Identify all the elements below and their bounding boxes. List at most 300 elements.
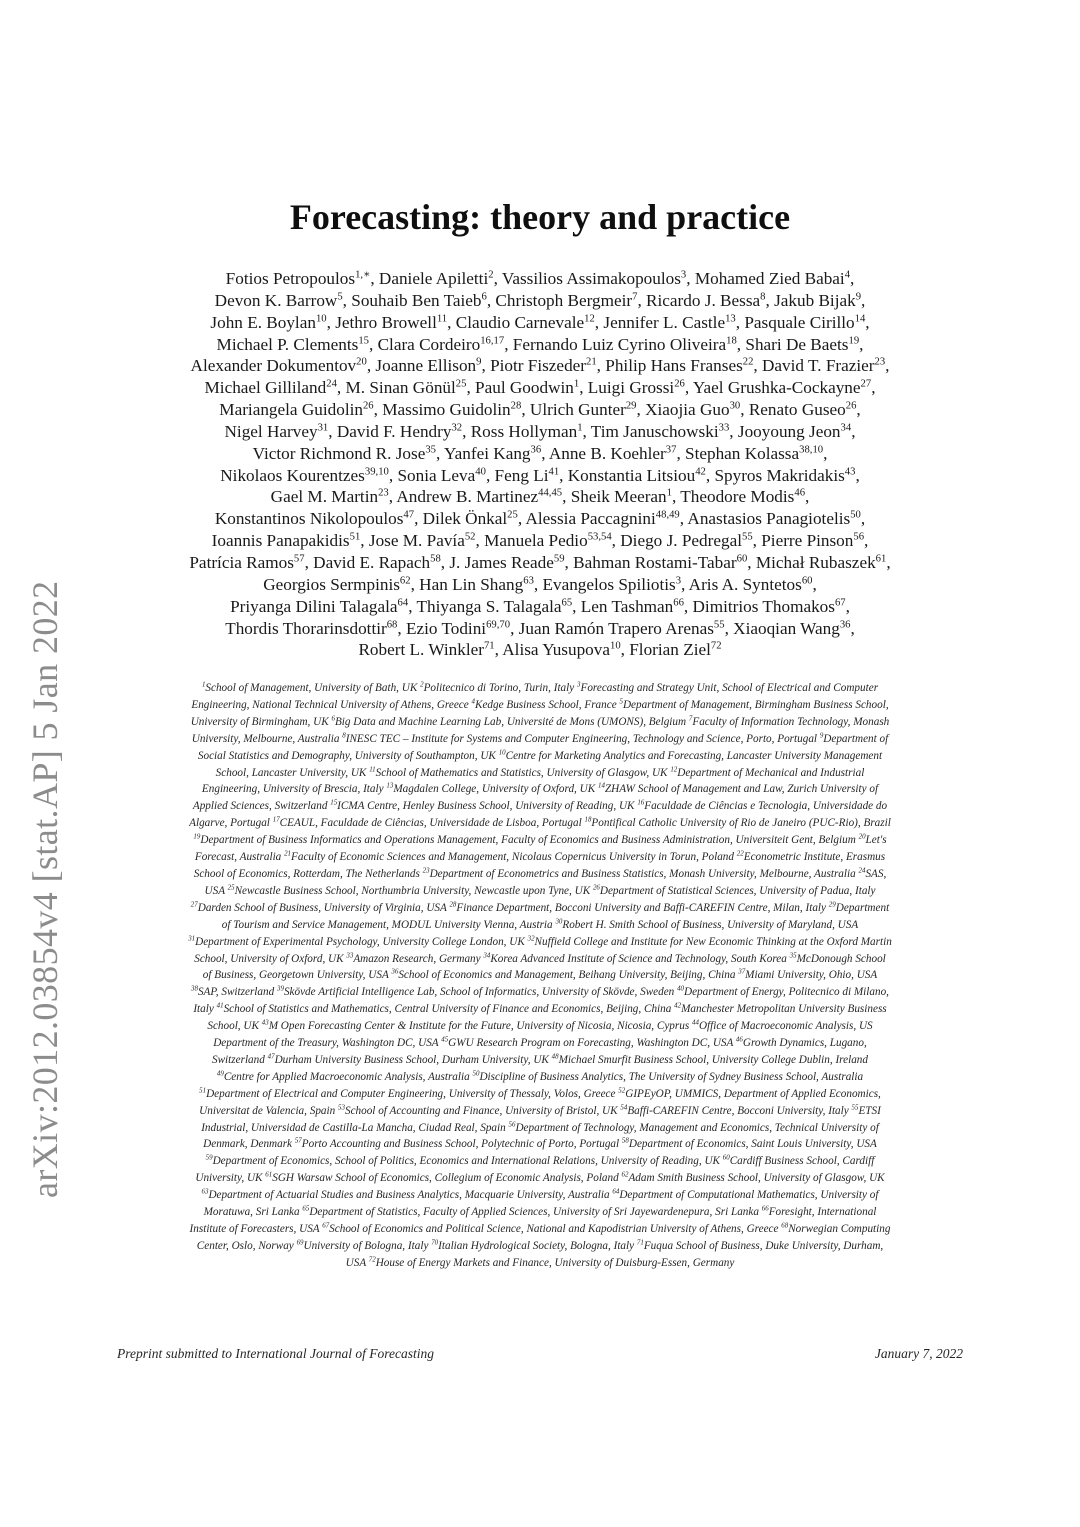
affiliation-marker: 42 bbox=[695, 465, 706, 477]
affiliation-marker: 62 bbox=[399, 575, 411, 587]
text-segment: , Sheik Meeran bbox=[562, 487, 667, 507]
text-segment: ZHAW School of Management and Law, Zurich University of bbox=[604, 783, 879, 796]
affiliation-marker: 46 bbox=[794, 487, 806, 499]
text-segment: Italian Hydrological Society, Bologna, Italy bbox=[438, 1239, 637, 1252]
author-line bbox=[110, 530, 970, 552]
affiliation-line bbox=[116, 917, 964, 934]
text-segment: , bbox=[845, 596, 850, 616]
text-segment: , Jakub Bijak bbox=[765, 290, 856, 310]
text-segment: GWU Research Program on Forecasting, Washington DC, USA bbox=[448, 1037, 736, 1050]
text-segment: School of Economics and Political Science, National and Kapodistrian University of Athens, Greece bbox=[329, 1223, 782, 1235]
affiliation-marker: 29 bbox=[625, 400, 637, 412]
text-segment: Fuqua School of Business, Duke University, Durham, bbox=[643, 1239, 884, 1252]
affiliation-marker: 23 bbox=[378, 487, 389, 499]
text-segment: Department of Energy, Politecnico di Milano, bbox=[684, 986, 889, 999]
affiliation-line bbox=[116, 1204, 964, 1221]
affiliation-marker: 20 bbox=[356, 356, 367, 368]
affiliation-marker: 15 bbox=[358, 334, 369, 346]
affiliation-marker: 44 bbox=[692, 1018, 699, 1027]
affiliation-marker: 9 bbox=[476, 356, 482, 368]
text-segment: University, Melbourne, Australia bbox=[191, 732, 343, 745]
text-segment: CEAUL, Faculdade de Ciências, Universidade de Lisboa, Portugal bbox=[279, 817, 585, 830]
text-segment: , bbox=[850, 618, 855, 638]
text-segment: ETSI bbox=[858, 1104, 881, 1117]
text-segment: , Shari De Baets bbox=[736, 334, 849, 354]
affiliation-marker: 41 bbox=[216, 1001, 224, 1010]
author-line bbox=[110, 399, 970, 421]
affiliation-marker: 41 bbox=[548, 465, 560, 477]
text-segment: Institute of Forecasters, USA bbox=[189, 1223, 323, 1235]
text-segment: , bbox=[860, 509, 866, 529]
text-segment: Michael P. Clements bbox=[216, 334, 359, 354]
text-segment: Devon K. Barrow bbox=[214, 290, 338, 310]
affiliation-marker: 1 bbox=[577, 422, 583, 434]
text-segment: Baffi-CAREFIN Centre, Bocconi University, Italy bbox=[627, 1104, 852, 1117]
affiliation-line bbox=[116, 1255, 964, 1272]
affiliation-line bbox=[116, 1001, 964, 1018]
text-segment: Nigel Harvey bbox=[224, 421, 318, 441]
affiliation-marker: 4 bbox=[844, 269, 851, 281]
author-line bbox=[110, 355, 970, 377]
text-segment: , Juan Ramón Trapero Arenas bbox=[510, 618, 714, 638]
text-segment: Department of Statistics, Faculty of Applied Sciences, University of Sri Jayewardenepura, Sri Lanka bbox=[309, 1206, 762, 1219]
text-segment: , Anne B. Koehler bbox=[541, 443, 666, 463]
text-segment: , Piotr Fiszeder bbox=[481, 356, 587, 376]
author-line bbox=[110, 443, 970, 465]
affiliation-marker: 29 bbox=[828, 900, 836, 909]
affiliation-marker: 25 bbox=[227, 883, 235, 892]
affiliation-marker: 69 bbox=[296, 1238, 304, 1247]
affiliation-marker: 2 bbox=[488, 269, 494, 281]
affiliation-marker: 8 bbox=[342, 730, 346, 739]
affiliation-marker: 13 bbox=[725, 312, 736, 324]
text-segment: University of Bologna, Italy bbox=[303, 1239, 432, 1252]
affiliation-line bbox=[116, 849, 964, 866]
text-segment: Magdalen College, University of Oxford, UK bbox=[393, 783, 598, 796]
affiliation-marker: 3 bbox=[577, 680, 581, 689]
text-segment: School, University of Oxford, UK bbox=[194, 952, 347, 965]
affiliation-marker: 26 bbox=[674, 378, 685, 390]
text-segment: Department of Electrical and Computer Engineering, University of Thessaly, Volos, Greece bbox=[206, 1087, 619, 1100]
text-segment: , Souhaib Ben Taieb bbox=[342, 290, 482, 310]
affiliation-marker: 51 bbox=[199, 1086, 207, 1095]
affiliation-marker: 5 bbox=[337, 291, 343, 303]
affiliation-line bbox=[116, 883, 964, 900]
affiliation-line bbox=[116, 781, 964, 798]
text-segment: Department of the Treasury, Washington DC, USA bbox=[213, 1037, 442, 1050]
affiliation-marker: 26 bbox=[845, 400, 857, 412]
affiliation-marker: 46 bbox=[735, 1035, 743, 1044]
text-segment: Victor Richmond R. Jose bbox=[252, 443, 426, 463]
affiliation-marker: 18 bbox=[584, 815, 592, 824]
text-segment: , Thiyanga S. Talagala bbox=[408, 596, 562, 616]
text-segment: INESC TEC – Institute for Systems and Computer Engineering, Technology and Science, Porto, Portugal bbox=[345, 732, 820, 745]
text-segment: , Dilek Önkal bbox=[414, 509, 508, 529]
affiliation-marker: 27 bbox=[190, 900, 198, 909]
affiliation-marker: 10 bbox=[610, 640, 621, 652]
affiliation-marker: 62 bbox=[621, 1170, 629, 1179]
affiliation-line bbox=[116, 1052, 964, 1069]
author-line bbox=[110, 465, 970, 487]
affiliation-marker: 14 bbox=[854, 312, 866, 324]
affiliation-marker: 36 bbox=[839, 618, 851, 630]
text-segment: , Vassilios Assimakopoulos bbox=[493, 269, 681, 288]
text-segment: , Pasquale Cirillo bbox=[735, 312, 855, 332]
text-segment: Department of Econometrics and Business Statistics, Monash University, Melbourne, Australia bbox=[429, 867, 859, 880]
text-segment: Robert L. Winkler bbox=[358, 640, 484, 660]
text-segment: Department of bbox=[823, 732, 889, 745]
text-segment: Patrícia Ramos bbox=[189, 552, 294, 572]
author-line bbox=[110, 377, 970, 399]
text-segment: Applied Sciences, Switzerland bbox=[192, 800, 331, 813]
affiliation-line bbox=[116, 765, 964, 782]
text-segment: , Evangelos Spiliotis bbox=[533, 574, 676, 594]
text-segment: Center, Oslo, Norway bbox=[196, 1239, 297, 1252]
affiliation-marker: 28 bbox=[510, 400, 522, 412]
text-segment: Italy bbox=[193, 1003, 217, 1016]
text-segment: , Yanfei Kang bbox=[436, 443, 531, 463]
affiliation-marker: 53 bbox=[338, 1102, 345, 1111]
author-line bbox=[110, 552, 970, 574]
affiliation-marker: 59 bbox=[205, 1153, 213, 1162]
text-segment: , Aris A. Syntetos bbox=[681, 574, 802, 594]
affiliation-marker: 60 bbox=[736, 553, 748, 565]
affiliation-marker: 50 bbox=[472, 1069, 480, 1078]
text-segment: , J. James Reade bbox=[440, 552, 554, 572]
affiliation-marker: 36 bbox=[391, 967, 399, 976]
text-segment: , Jethro Browell bbox=[326, 312, 437, 332]
affiliation-marker: 26 bbox=[592, 883, 600, 892]
text-segment: Department of Statistical Sciences, University of Padua, Italy bbox=[599, 884, 876, 897]
affiliation-marker: 11 bbox=[436, 312, 448, 324]
affiliation-marker: 56 bbox=[853, 531, 865, 543]
affiliation-marker: 13 bbox=[386, 781, 394, 790]
affiliation-marker: 72 bbox=[368, 1255, 376, 1264]
text-segment: School of Economics and Management, Beihang University, Beijing, China bbox=[398, 969, 739, 982]
text-segment: , Pierre Pinson bbox=[752, 531, 854, 551]
text-segment: , Jennifer L. Castle bbox=[594, 312, 726, 332]
affiliation-marker: 7 bbox=[632, 291, 638, 303]
text-segment: , Mohamed Zied Babai bbox=[686, 269, 845, 288]
affiliation-marker: 64 bbox=[612, 1187, 620, 1196]
author-line bbox=[110, 290, 970, 312]
text-segment: Robert H. Smith School of Business, University of Maryland, USA bbox=[562, 918, 859, 931]
affiliation-marker: 18 bbox=[726, 334, 737, 346]
affiliation-marker: 68 bbox=[386, 618, 398, 630]
affiliation-marker: 68 bbox=[781, 1221, 789, 1230]
text-segment: , bbox=[864, 531, 869, 551]
affiliation-marker: 9 bbox=[855, 291, 862, 303]
affiliation-marker: 22 bbox=[736, 849, 744, 858]
text-segment: Denmark, Denmark bbox=[203, 1138, 295, 1151]
text-segment: Korea Advanced Institute of Science and Technology, South Korea bbox=[490, 952, 790, 965]
text-segment: M Open Forecasting Center & Institute for the Future, University of Nicosia, Nicosia, Cyprus bbox=[268, 1020, 693, 1033]
affiliation-marker: 64 bbox=[397, 596, 409, 608]
author-line bbox=[110, 421, 970, 443]
affiliation-marker: 32 bbox=[527, 933, 535, 942]
text-segment: , Renato Guseo bbox=[740, 400, 846, 420]
text-segment: Industrial, Universidad de Castilla-La Mancha, Ciudad Real, Spain bbox=[201, 1121, 509, 1134]
text-segment: Big Data and Machine Learning Lab, Université de Mons (UMONS), Belgium bbox=[334, 715, 689, 728]
affiliation-marker: 14 bbox=[597, 781, 605, 790]
affiliation-marker: 19 bbox=[193, 832, 201, 841]
text-segment: Department of Economics, Saint Louis University, USA bbox=[628, 1138, 877, 1151]
affiliation-marker: 37 bbox=[665, 444, 677, 456]
text-segment: , M. Sinan Gönül bbox=[336, 378, 456, 398]
text-segment: John E. Boylan bbox=[210, 312, 316, 332]
text-segment: Department of Business Informatics and Operations Management, Faculty of Economics and Business Administration, Universiteit Gent, Belgium bbox=[200, 834, 859, 847]
footer-preprint-note: Preprint submitted to International Journal of Forecasting bbox=[117, 1346, 434, 1361]
text-segment: Let's bbox=[865, 834, 887, 847]
affiliation-line bbox=[116, 1153, 964, 1170]
affiliation-marker: 52 bbox=[464, 531, 476, 543]
text-segment: Engineering, National Technical University of Athens, Greece bbox=[191, 698, 472, 711]
text-segment: Michael Gilliland bbox=[204, 378, 327, 398]
affiliation-marker: 61 bbox=[875, 553, 887, 565]
text-segment: , Ricardo J. Bessa bbox=[637, 290, 761, 310]
affiliation-marker: 60 bbox=[722, 1153, 730, 1162]
affiliation-line bbox=[116, 1238, 964, 1255]
text-segment: , Spyros Makridakis bbox=[705, 465, 845, 485]
affiliation-marker: 51 bbox=[349, 531, 361, 543]
affiliation-line bbox=[116, 731, 964, 748]
affiliation-marker: 66 bbox=[673, 596, 684, 608]
affiliation-marker: 25 bbox=[507, 509, 518, 521]
affiliation-marker: 44,45 bbox=[538, 487, 563, 499]
affiliation-marker: 6 bbox=[481, 291, 487, 303]
affiliation-marker: 58 bbox=[621, 1136, 629, 1145]
text-segment: Moratuwa, Sri Lanka bbox=[203, 1206, 303, 1219]
text-segment: School of Statistics and Mathematics, Central University of Finance and Economics, Beijing, China bbox=[223, 1003, 675, 1016]
affiliation-marker: 55 bbox=[741, 531, 753, 543]
text-segment: Gael M. Martin bbox=[270, 487, 379, 507]
text-segment: , Jose M. Pavía bbox=[360, 531, 465, 551]
affiliation-line bbox=[116, 680, 964, 697]
affiliation-marker: 43 bbox=[844, 465, 856, 477]
text-segment: Nikolaos Kourentzes bbox=[220, 465, 365, 485]
text-segment: , Ulrich Gunter bbox=[521, 400, 626, 420]
affiliation-marker: 36 bbox=[530, 444, 542, 456]
text-segment: , Clara Cordeiro bbox=[368, 334, 481, 354]
affiliation-marker: 1 bbox=[573, 378, 580, 390]
text-segment: Switzerland bbox=[212, 1053, 268, 1066]
text-segment: Priyanga Dilini Talagala bbox=[230, 596, 398, 616]
author-list bbox=[110, 268, 970, 661]
affiliation-marker: 57 bbox=[293, 553, 305, 565]
affiliation-marker: 25 bbox=[455, 378, 467, 390]
text-segment: Politecnico di Torino, Turin, Italy bbox=[423, 682, 578, 694]
text-segment: SGH Warsaw School of Economics, Collegium of Economic Analysis, Poland bbox=[272, 1172, 622, 1185]
affiliation-marker: 56 bbox=[508, 1119, 516, 1128]
affiliation-marker: 69,70 bbox=[486, 618, 511, 630]
affiliation-marker: 48 bbox=[551, 1052, 559, 1061]
text-segment: Centre for Applied Macroeconomic Analysis, Australia bbox=[223, 1070, 473, 1083]
affiliation-marker: 66 bbox=[761, 1204, 769, 1213]
text-segment: , bbox=[812, 574, 817, 594]
affiliation-marker: 2 bbox=[420, 680, 424, 689]
text-segment: Michael Smurfit Business School, University College Dublin, Ireland bbox=[558, 1053, 868, 1066]
affiliation-marker: 63 bbox=[523, 575, 534, 587]
text-segment: , Xiaoqian Wang bbox=[724, 618, 840, 638]
text-segment: ICMA Centre, Henley Business School, University of Reading, UK bbox=[337, 800, 638, 813]
text-segment: , Michał Rubaszek bbox=[747, 552, 876, 572]
affiliation-marker: 48,49 bbox=[655, 509, 680, 521]
text-segment: Adam Smith Business School, University of Glasgow, UK bbox=[628, 1172, 885, 1185]
affiliation-line bbox=[116, 1120, 964, 1137]
arxiv-identifier-stamp: arXiv:2012.03854v4 [stat.AP] 5 Jan 2022 bbox=[25, 580, 65, 1198]
affiliation-marker: 9 bbox=[819, 730, 824, 739]
affiliation-marker: 40 bbox=[475, 465, 486, 477]
affiliation-line bbox=[116, 798, 964, 815]
affiliation-marker: 1 bbox=[201, 680, 206, 689]
text-segment: Forecasting and Strategy Unit, School of Electrical and Computer bbox=[580, 682, 879, 694]
text-segment: , Ezio Todini bbox=[397, 618, 487, 638]
affiliation-marker: 17 bbox=[272, 815, 280, 824]
text-segment: , bbox=[861, 290, 866, 310]
affiliation-marker: 34 bbox=[840, 422, 852, 434]
text-segment: of Tourism and Service Management, MODUL University Vienna, Austria bbox=[221, 918, 556, 931]
text-segment: , bbox=[805, 487, 810, 507]
affiliation-marker: 19 bbox=[848, 334, 860, 346]
affiliation-marker: 32 bbox=[451, 422, 463, 434]
affiliation-marker: 5 bbox=[619, 697, 623, 706]
author-line bbox=[110, 596, 970, 618]
affiliation-marker: 23 bbox=[874, 356, 886, 368]
text-segment: , bbox=[851, 421, 856, 441]
affiliation-marker: 21 bbox=[586, 356, 597, 368]
affiliation-list bbox=[116, 680, 964, 1272]
affiliation-marker: 34 bbox=[483, 950, 491, 959]
affiliation-marker: 38 bbox=[191, 984, 198, 993]
text-segment: Kedge Business School, France bbox=[475, 698, 620, 711]
affiliation-marker: 39,10 bbox=[364, 465, 389, 477]
affiliation-line bbox=[116, 1187, 964, 1204]
text-segment: USA bbox=[204, 884, 228, 897]
text-segment: Finance Department, Bocconi University and Baffi-CAREFIN Centre, Milan, Italy bbox=[456, 901, 829, 914]
affiliation-line bbox=[116, 815, 964, 832]
text-segment: , Tim Januschowski bbox=[582, 421, 719, 441]
text-segment: University of Birmingham, UK bbox=[190, 715, 332, 728]
text-segment: , David F. Hendry bbox=[328, 421, 452, 441]
text-segment: , bbox=[856, 400, 861, 420]
text-segment: University, UK bbox=[195, 1172, 266, 1185]
text-segment: School of Mathematics and Statistics, University of Glasgow, UK bbox=[375, 766, 671, 779]
text-segment: Universitat de Valencia, Spain bbox=[199, 1104, 339, 1117]
text-segment: Skövde Artificial Intelligence Lab, School of Informatics, University of Skövde, Sweden bbox=[283, 986, 678, 999]
text-segment: Department of Management, Birmingham Business School, bbox=[622, 698, 889, 711]
affiliation-marker: 27 bbox=[860, 378, 872, 390]
affiliation-marker: 40 bbox=[677, 984, 685, 993]
text-segment: Centre for Marketing Analytics and Forecasting, Lancaster University Management bbox=[505, 749, 883, 762]
text-segment: GIPEyOP, UMMICS, Department of Applied Economics, bbox=[625, 1087, 881, 1100]
affiliation-line bbox=[116, 1018, 964, 1035]
author-line bbox=[110, 268, 970, 290]
affiliation-marker: 26 bbox=[362, 400, 374, 412]
affiliation-line bbox=[116, 1221, 964, 1238]
text-segment: , Florian Ziel bbox=[620, 640, 711, 660]
text-segment: Department of Actuarial Studies and Business Analytics, Macquarie University, Australia bbox=[208, 1189, 613, 1202]
text-segment: , bbox=[865, 312, 870, 332]
affiliation-marker: 8 bbox=[760, 291, 766, 303]
affiliation-marker: 28 bbox=[449, 900, 457, 909]
text-segment: , Jooyoung Jeon bbox=[729, 421, 841, 441]
affiliation-marker: 65 bbox=[302, 1204, 310, 1213]
affiliation-marker: 72 bbox=[710, 640, 722, 652]
affiliation-marker: 15 bbox=[330, 798, 338, 807]
affiliation-marker: 23 bbox=[422, 866, 430, 875]
text-segment: Ioannis Panapakidis bbox=[211, 531, 350, 551]
text-segment: Amazon Research, Germany bbox=[353, 952, 484, 965]
text-segment: , Dimitrios Thomakos bbox=[683, 596, 835, 616]
text-segment: , Paul Goodwin bbox=[466, 378, 574, 398]
affiliation-marker: 10 bbox=[315, 312, 327, 324]
text-segment: , Diego J. Pedregal bbox=[611, 531, 742, 551]
text-segment: , Yael Grushka-Cockayne bbox=[684, 378, 861, 398]
text-segment: , bbox=[859, 334, 864, 354]
affiliation-line bbox=[116, 900, 964, 917]
text-segment: Department bbox=[835, 901, 890, 914]
affiliation-line bbox=[116, 697, 964, 714]
text-segment: School of Economics, Rotterdam, The Netherlands bbox=[193, 867, 423, 880]
text-segment: of Business, Georgetown University, USA bbox=[202, 969, 392, 982]
text-segment: Pontifical Catholic University of Rio de Janeiro (PUC-Rio), Brazil bbox=[591, 817, 891, 830]
text-segment: Department of Computational Mathematics, University of bbox=[619, 1189, 879, 1202]
affiliation-line bbox=[116, 714, 964, 731]
text-segment: , Christoph Bergmeir bbox=[486, 290, 633, 310]
text-segment: , bbox=[823, 443, 828, 463]
affiliation-marker: 30 bbox=[729, 400, 741, 412]
text-segment: , Daniele Apiletti bbox=[370, 269, 489, 288]
text-segment: , Manuela Pedio bbox=[475, 531, 588, 551]
affiliation-marker: 30 bbox=[555, 916, 563, 925]
text-segment: , Han Lin Shang bbox=[410, 574, 524, 594]
affiliation-marker: 55 bbox=[713, 618, 725, 630]
text-segment: , bbox=[885, 356, 890, 376]
text-segment: , Massimo Guidolin bbox=[373, 400, 511, 420]
text-segment: Department of Economics, School of Politics, Economics and International Relations, University of Reading, UK bbox=[212, 1155, 723, 1168]
affiliation-line bbox=[116, 951, 964, 968]
text-segment: School, UK bbox=[207, 1020, 262, 1033]
affiliation-marker: 45 bbox=[441, 1035, 449, 1044]
text-segment: School of Accounting and Finance, University of Bristol, UK bbox=[344, 1104, 621, 1117]
affiliation-line bbox=[116, 748, 964, 765]
text-segment: SAS, bbox=[865, 867, 887, 880]
affiliation-marker: 7 bbox=[688, 714, 693, 723]
affiliation-marker: 1,∗ bbox=[355, 269, 371, 281]
author-line bbox=[110, 508, 970, 530]
affiliation-line bbox=[116, 1170, 964, 1187]
affiliation-line bbox=[116, 1035, 964, 1052]
affiliation-marker: 3 bbox=[680, 269, 687, 281]
affiliation-marker: 47 bbox=[403, 509, 415, 521]
text-segment: Manchester Metropolitan University Business bbox=[681, 1003, 887, 1016]
text-segment: , Claudio Carnevale bbox=[447, 312, 585, 332]
affiliation-marker: 71 bbox=[636, 1238, 644, 1247]
text-segment: McDonough School bbox=[796, 952, 886, 965]
affiliation-marker: 71 bbox=[483, 640, 495, 652]
text-segment: , Theodore Modis bbox=[671, 487, 795, 507]
text-segment: USA bbox=[345, 1256, 369, 1269]
author-line bbox=[110, 334, 970, 356]
text-segment: , David E. Rapach bbox=[304, 552, 431, 572]
affiliation-line bbox=[116, 1069, 964, 1086]
text-segment: Department of Technology, Management and Economics, Technical University of bbox=[515, 1121, 879, 1134]
affiliation-marker: 61 bbox=[265, 1170, 273, 1179]
author-line bbox=[110, 486, 970, 508]
text-segment: Norwegian Computing bbox=[788, 1223, 891, 1235]
affiliation-marker: 60 bbox=[801, 575, 813, 587]
affiliation-line bbox=[116, 984, 964, 1001]
